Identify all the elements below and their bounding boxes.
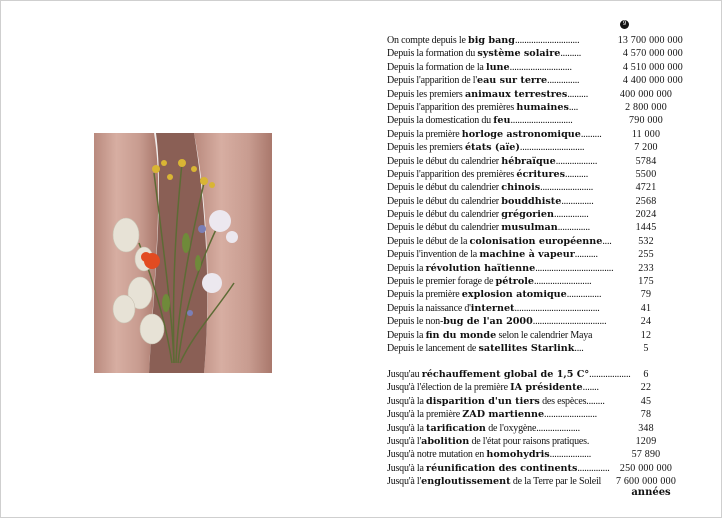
list-item xyxy=(387,302,697,315)
list-item-value: 5500 xyxy=(635,168,657,180)
label-prefix: Depuis le début du calendrier xyxy=(387,209,502,221)
label-prefix: Depuis le début du calendrier xyxy=(387,222,502,234)
label-keyword: bug de l'an 2000 xyxy=(443,316,533,328)
list-item-label xyxy=(387,168,609,181)
list-item xyxy=(387,329,697,342)
label-keyword: lune xyxy=(485,61,510,73)
list-item-label xyxy=(387,302,609,315)
until-list xyxy=(387,368,697,489)
flower-bouquet-photo xyxy=(94,133,272,373)
list-item xyxy=(387,34,697,47)
label-prefix: Jusqu'à la première xyxy=(387,409,463,421)
list-item-label xyxy=(387,288,609,301)
list-item-value: 45 xyxy=(640,395,652,407)
leader-dots: .............. xyxy=(561,195,594,207)
list-item xyxy=(387,275,697,288)
list-item-label xyxy=(387,329,609,342)
list-item-label xyxy=(387,61,609,74)
list-item-value: 348 xyxy=(638,422,654,434)
list-item-value: 12 xyxy=(640,329,652,341)
list-item-label xyxy=(387,128,609,141)
list-item-label xyxy=(387,141,609,154)
list-item xyxy=(387,422,697,435)
since-list xyxy=(387,34,697,355)
label-prefix: Depuis l'apparition des premières xyxy=(387,101,517,113)
label-prefix: Depuis le lancement de xyxy=(387,342,479,354)
list-item-label xyxy=(387,462,609,475)
list-item-label xyxy=(387,448,609,461)
list-item-value: 5784 xyxy=(635,155,657,167)
list-item-label xyxy=(387,101,609,114)
list-item xyxy=(387,168,697,181)
list-item xyxy=(387,448,697,461)
label-prefix: Jusqu'à l'élection de la première xyxy=(387,382,511,394)
list-item-label xyxy=(387,235,612,248)
label-keyword: explosion atomique xyxy=(461,289,567,301)
list-item xyxy=(387,248,697,261)
leader-dots: .... xyxy=(568,101,579,113)
label-keyword: disparition d'un tiers xyxy=(426,395,540,407)
list-item-value: 175 xyxy=(638,276,654,288)
label-suffix: de la Terre par le Soleil xyxy=(510,476,602,488)
label-keyword: réunification des continents xyxy=(426,462,578,474)
list-item-value: 41 xyxy=(640,302,652,314)
leader-dots: ............................ xyxy=(515,35,580,46)
label-suffix: de l'oxygène xyxy=(485,422,537,434)
leader-dots: ................... xyxy=(536,422,580,434)
label-prefix: Depuis le premier forage de xyxy=(387,276,496,288)
list-item-label xyxy=(387,74,609,87)
label-keyword: satellites Starlink xyxy=(478,342,575,354)
list-item-label xyxy=(387,275,609,288)
label-prefix: Depuis la domestication du xyxy=(387,115,494,127)
leader-dots: .... xyxy=(574,342,584,354)
list-item xyxy=(387,315,697,328)
list-item-value: 4 510 000 000 xyxy=(622,61,683,73)
leader-dots: ........................... xyxy=(509,61,572,73)
list-item-value: 7 600 000 000 xyxy=(615,476,677,488)
label-suffix: des espèces xyxy=(539,395,587,407)
label-keyword: tarification xyxy=(426,422,486,434)
list-item-value: 790 000 xyxy=(629,115,663,127)
label-prefix: Depuis l'invention de la xyxy=(387,249,480,261)
list-item-value: 1209 xyxy=(635,435,657,447)
label-keyword: bouddhiste xyxy=(501,195,562,207)
list-item-label xyxy=(387,208,609,221)
list-item-value: 1445 xyxy=(635,222,657,234)
list-item-label xyxy=(387,155,609,168)
label-prefix: Depuis les premiers xyxy=(387,88,465,100)
label-keyword: big bang xyxy=(467,35,515,46)
label-keyword: écritures xyxy=(516,168,566,180)
list-item xyxy=(387,235,697,248)
list-item-value: 4 400 000 000 xyxy=(622,75,683,87)
label-keyword: eau sur terre xyxy=(476,75,548,87)
leader-dots: ......... xyxy=(580,128,602,140)
list-item-label xyxy=(387,475,609,488)
list-item-value: 57 890 xyxy=(631,449,661,461)
list-item xyxy=(387,435,697,448)
label-keyword: humaines xyxy=(516,101,569,113)
list-item xyxy=(387,262,697,275)
list-item-label xyxy=(387,47,609,60)
label-prefix: Jusqu'à l' xyxy=(387,435,422,447)
list-item-value: 233 xyxy=(638,262,654,274)
list-item-value: 400 000 000 xyxy=(619,88,673,100)
list-item xyxy=(387,74,697,87)
leader-dots: .................. xyxy=(549,449,592,461)
list-item-value: 11 000 xyxy=(631,128,661,140)
label-prefix: Depuis la formation de la xyxy=(387,61,486,73)
list-item-label xyxy=(387,114,609,127)
label-suffix: selon le calendrier Maya xyxy=(496,329,593,341)
list-item-value: 5 xyxy=(643,342,649,354)
label-keyword: fin du monde xyxy=(425,329,497,341)
label-keyword: musulman xyxy=(501,222,558,234)
list-item-value: 79 xyxy=(640,289,652,301)
leader-dots: ......... xyxy=(567,88,589,100)
label-keyword: système solaire xyxy=(477,48,561,60)
list-item xyxy=(387,128,697,141)
label-prefix: Depuis le non- xyxy=(387,316,444,328)
label-prefix: Jusqu'à la xyxy=(387,462,427,474)
leader-dots: ............................ xyxy=(519,142,585,154)
list-item xyxy=(387,114,697,127)
leader-dots: ........................... xyxy=(510,115,573,127)
list-item-label xyxy=(387,315,609,328)
label-keyword: réchauffement global de 1,5 C° xyxy=(421,369,590,380)
list-item-value: 255 xyxy=(638,249,654,261)
list-item-value: 24 xyxy=(640,316,652,328)
list-item-value: 13 700 000 000 xyxy=(617,35,683,46)
leader-dots: ........ xyxy=(586,395,605,407)
list-item-value: 6 xyxy=(643,369,649,380)
list-item-label xyxy=(387,368,631,381)
list-item xyxy=(387,101,697,114)
list-item-label xyxy=(387,381,609,394)
label-keyword: révolution haïtienne xyxy=(425,262,536,274)
list-item-label xyxy=(387,422,609,435)
label-prefix: Jusqu'au xyxy=(387,369,422,380)
leader-dots: .................................. xyxy=(535,262,614,274)
list-item-label xyxy=(387,181,609,194)
list-item xyxy=(387,342,697,355)
list-item-value: 7 200 xyxy=(634,142,658,154)
list-item-value: 4 570 000 000 xyxy=(622,48,683,60)
list-item-value: 532 xyxy=(638,235,654,247)
label-prefix: Jusqu'à notre mutation en xyxy=(387,449,487,461)
label-prefix: Depuis les premiers xyxy=(387,142,465,154)
list-item-label xyxy=(387,221,609,234)
leader-dots: ......... xyxy=(560,48,582,60)
list-item xyxy=(387,221,697,234)
unit-label: années xyxy=(631,487,671,498)
list-item xyxy=(387,141,697,154)
list-item-label xyxy=(387,342,609,355)
list-item xyxy=(387,408,697,421)
list-item-value: 250 000 000 xyxy=(619,462,673,474)
label-prefix: Depuis l'apparition des premières xyxy=(387,168,517,180)
list-item xyxy=(387,88,697,101)
label-keyword: engloutissement xyxy=(421,476,511,488)
label-prefix: On compte depuis le xyxy=(387,35,468,46)
label-keyword: homohydris xyxy=(486,449,550,461)
label-keyword: horloge astronomique xyxy=(461,128,581,140)
page-number-badge: 9 xyxy=(620,20,629,29)
leader-dots: ....................... xyxy=(540,182,594,194)
leader-dots: .................. xyxy=(555,155,598,167)
list-item xyxy=(387,155,697,168)
list-item-value: 4721 xyxy=(635,182,657,194)
leader-dots: ............... xyxy=(554,209,589,221)
label-keyword: abolition xyxy=(421,435,470,447)
label-prefix: Jusqu'à la xyxy=(387,395,427,407)
list-item xyxy=(387,208,697,221)
list-item xyxy=(387,462,697,475)
label-prefix: Jusqu'à la xyxy=(387,422,427,434)
label-keyword: IA présidente xyxy=(510,382,583,394)
label-prefix: Depuis l'apparition de l' xyxy=(387,75,477,87)
label-prefix: Jusqu'à l' xyxy=(387,476,422,488)
label-keyword: machine à vapeur xyxy=(479,249,575,261)
list-item-label xyxy=(387,88,609,101)
list-item xyxy=(387,381,697,394)
list-item-label xyxy=(387,195,609,208)
list-item-label xyxy=(387,408,609,421)
leader-dots: .................. xyxy=(589,369,631,380)
list-item-value: 78 xyxy=(640,409,652,421)
leader-dots: .... xyxy=(602,235,612,247)
list-item-label xyxy=(387,34,609,47)
leader-dots: ..................................... xyxy=(514,302,600,314)
leader-dots: .............. xyxy=(547,75,580,87)
list-item-label xyxy=(387,435,609,448)
label-prefix: Depuis la première xyxy=(387,289,462,301)
list-item-value: 2 800 000 xyxy=(625,101,667,113)
label-prefix: Depuis la xyxy=(387,262,426,274)
leader-dots: .......... xyxy=(574,249,598,261)
label-prefix: Depuis le début de la xyxy=(387,235,470,247)
list-item xyxy=(387,181,697,194)
leader-dots: ............... xyxy=(566,289,602,301)
label-keyword: animaux terrestres xyxy=(464,88,568,100)
leader-dots: .......... xyxy=(565,168,589,180)
list-item-value: 2024 xyxy=(635,209,657,221)
label-prefix: Depuis le début du calendrier xyxy=(387,182,502,194)
label-keyword: états (aïe) xyxy=(464,142,520,154)
label-prefix: Depuis la xyxy=(387,329,426,341)
label-keyword: pétrole xyxy=(495,276,534,288)
list-item-label xyxy=(387,395,609,408)
list-item xyxy=(387,195,697,208)
list-item xyxy=(387,288,697,301)
list-item-value: 22 xyxy=(640,382,652,394)
list-item-label xyxy=(387,262,614,275)
label-prefix: Depuis le début du calendrier xyxy=(387,155,502,167)
label-prefix: Depuis la naissance d' xyxy=(387,302,471,314)
list-item xyxy=(387,61,697,74)
list-item xyxy=(387,395,697,408)
leader-dots: ................................ xyxy=(532,316,607,328)
label-keyword: hébraïque xyxy=(501,155,556,167)
list-item xyxy=(387,368,697,381)
label-prefix: Depuis la formation du xyxy=(387,48,478,60)
leader-dots: .............. xyxy=(577,462,610,474)
leader-dots: .............. xyxy=(557,222,590,234)
label-prefix: Depuis le début du calendrier xyxy=(387,195,502,207)
label-keyword: ZAD martienne xyxy=(462,409,545,421)
label-keyword: colonisation européenne xyxy=(469,235,603,247)
list-item xyxy=(387,47,697,60)
label-keyword: chinois xyxy=(501,182,541,194)
label-keyword: internet xyxy=(470,302,515,314)
label-prefix: Depuis la première xyxy=(387,128,462,140)
leader-dots: ......................... xyxy=(533,276,592,288)
label-keyword: grégorien xyxy=(501,209,555,221)
leader-dots: ....... xyxy=(582,382,599,394)
label-keyword: feu xyxy=(493,115,511,127)
list-item-label xyxy=(387,248,609,261)
list-item-value: 2568 xyxy=(635,195,657,207)
leader-dots: ....................... xyxy=(544,409,597,421)
label-suffix: de l'état pour raisons pratiques. xyxy=(469,435,590,447)
